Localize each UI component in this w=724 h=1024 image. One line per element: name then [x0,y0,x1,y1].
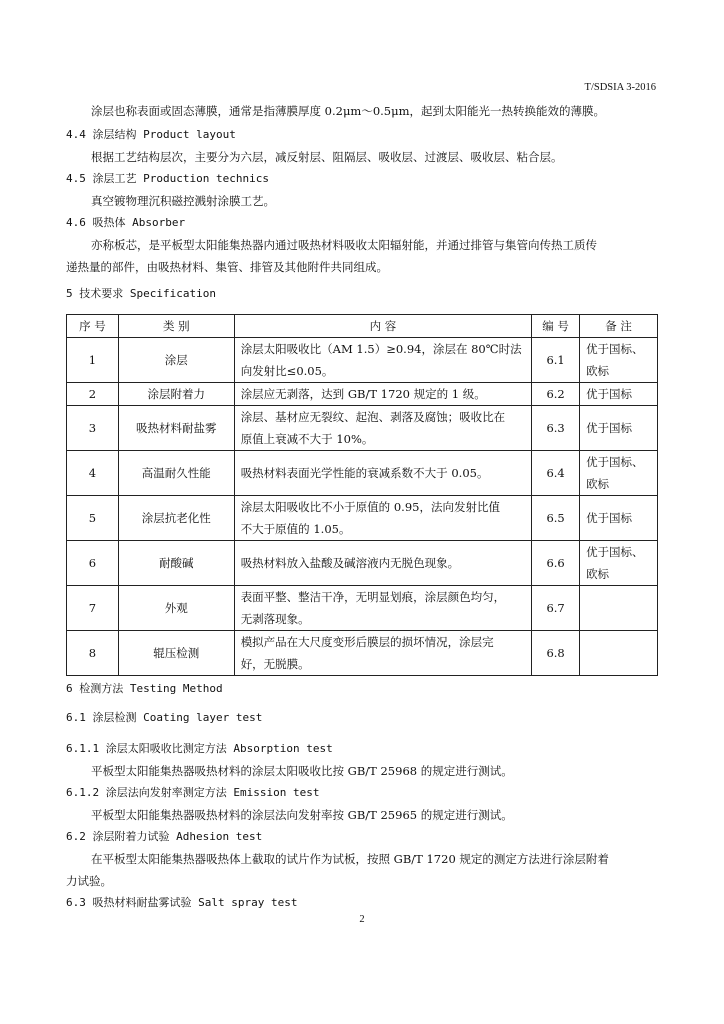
row-content-line: 模拟产品在大尺度变形后膜层的损坏情况，涂层完 [240,635,494,649]
row-no: 3 [67,406,119,451]
row-content [234,631,531,676]
row-note [580,541,658,586]
row-content-line: 不大于原值的 1.05。 [240,522,351,536]
header-content: 内 容 [234,315,531,338]
row-note-line: 欧标 [586,477,610,491]
table-row [67,541,658,586]
row-content: 吸热材料表面光学性能的衰减系数不大于 0.05。 [234,451,531,496]
section-6-2-text-1: 在平板型太阳能集热器吸热体上截取的试片作为试板，按照 GB/T 1720 规定的测定方法进行涂层附着 [91,852,609,866]
row-note: 优于国标 [580,406,658,451]
page-number: 2 [359,914,365,925]
row-no: 7 [67,586,119,631]
row-no: 5 [67,496,119,541]
row-no: 1 [67,338,119,383]
document-code: T/SDSIA 3-2016 [584,82,656,93]
header-no: 序 号 [67,315,119,338]
spec-table-header-row [67,315,658,338]
table-row [67,586,658,631]
row-content-line: 表面平整、整洁干净，无明显划痕，涂层颜色均匀， [240,590,506,604]
row-code: 6.3 [532,406,580,451]
row-note-line: 欧标 [586,364,610,378]
coating-definition: 涂层也称表面或固态薄膜，通常是指薄膜厚度 0.2μm～0.5μm，起到太阳能光一热转换能效的薄膜。 [91,104,605,118]
row-content [234,406,531,451]
section-4-5-text: 真空镀物理沉积磁控溅射涂膜工艺。 [91,194,275,208]
row-code: 6.2 [532,383,580,406]
row-content: 涂层应无剥落，达到 GB/T 1720 规定的 1 级。 [234,383,531,406]
row-note [580,338,658,383]
row-content-line: 向发射比≤0.05。 [240,364,334,378]
row-category: 涂层抗老化性 [118,496,234,541]
section-6-1-1-title: 6.1.1 涂层太阳吸收比测定方法 Absorption test [66,742,333,755]
row-category: 耐酸碱 [118,541,234,586]
section-6-1-1-text: 平板型太阳能集热器吸热材料的涂层太阳吸收比按 GB/T 25968 的规定进行测试。 [91,764,513,778]
row-note [580,451,658,496]
row-note-line: 优于国标、 [586,545,644,559]
table-row [67,496,658,541]
table-row [67,338,658,383]
header-note: 备 注 [580,315,658,338]
table-row [67,451,658,496]
row-code: 6.7 [532,586,580,631]
header-code: 编 号 [532,315,580,338]
row-note: 优于国标 [580,383,658,406]
header-category: 类 别 [118,315,234,338]
row-category: 高温耐久性能 [118,451,234,496]
row-code: 6.1 [532,338,580,383]
section-4-6-title: 4.6 吸热体 Absorber [66,216,186,229]
section-4-5-title: 4.5 涂层工艺 Production technics [66,172,269,185]
row-category: 涂层 [118,338,234,383]
row-code: 6.6 [532,541,580,586]
table-row [67,406,658,451]
row-content [234,586,531,631]
section-6-2-text-2: 力试验。 [66,874,112,888]
row-note: 优于国标 [580,496,658,541]
row-note [580,631,658,676]
section-4-4-text: 根据工艺结构层次，主要分为六层，减反射层、阻隔层、吸收层、过渡层、吸收层、粘合层。 [91,150,563,164]
section-6-title: 6 检测方法 Testing Method [66,682,223,695]
row-note-line: 优于国标、 [586,455,644,469]
row-content-line: 原值上衰减不大于 10%。 [240,432,374,446]
row-category: 涂层附着力 [118,383,234,406]
row-content-line: 涂层太阳吸收比（AM 1.5）≥0.94，涂层在 80℃时法 [240,342,522,356]
section-6-1-2-title: 6.1.2 涂层法向发射率测定方法 Emission test [66,786,320,799]
row-code: 6.8 [532,631,580,676]
section-4-6-text-1: 亦称板芯，是平板型太阳能集热器内通过吸热材料吸收太阳辐射能，并通过排管与集管向传热工质传 [91,238,597,252]
spec-table [66,314,658,676]
row-note [580,586,658,631]
section-6-1-title: 6.1 涂层检测 Coating layer test [66,711,263,724]
row-content [234,338,531,383]
row-note-line: 欧标 [586,567,610,581]
row-code: 6.4 [532,451,580,496]
row-no: 8 [67,631,119,676]
section-5-title: 5 技术要求 Specification [66,287,216,300]
row-content-line: 好，无脱膜。 [240,657,310,671]
row-note-line: 优于国标、 [586,342,644,356]
row-content-line: 无剥落现象。 [240,612,310,626]
section-4-4-title: 4.4 涂层结构 Product layout [66,128,236,141]
table-row [67,631,658,676]
row-category: 吸热材料耐盐雾 [118,406,234,451]
row-no: 6 [67,541,119,586]
row-category: 辊压检测 [118,631,234,676]
row-no: 2 [67,383,119,406]
section-4-6-text-2: 递热量的部件，由吸热材料、集管、排管及其他附件共同组成。 [66,260,388,274]
row-content-line: 涂层、基材应无裂纹、起泡、剥落及腐蚀；吸收比在 [240,410,506,424]
row-code: 6.5 [532,496,580,541]
row-content-line: 涂层太阳吸收比不小于原值的 0.95，法向发射比值 [240,500,500,514]
row-content: 吸热材料放入盐酸及碱溶液内无脱色现象。 [234,541,531,586]
section-6-2-title: 6.2 涂层附着力试验 Adhesion test [66,830,263,843]
row-category: 外观 [118,586,234,631]
section-6-1-2-text: 平板型太阳能集热器吸热材料的涂层法向发射率按 GB/T 25965 的规定进行测试。 [91,808,513,822]
section-6-3-title: 6.3 吸热材料耐盐雾试验 Salt spray test [66,896,298,909]
row-content [234,496,531,541]
table-row [67,383,658,406]
row-no: 4 [67,451,119,496]
